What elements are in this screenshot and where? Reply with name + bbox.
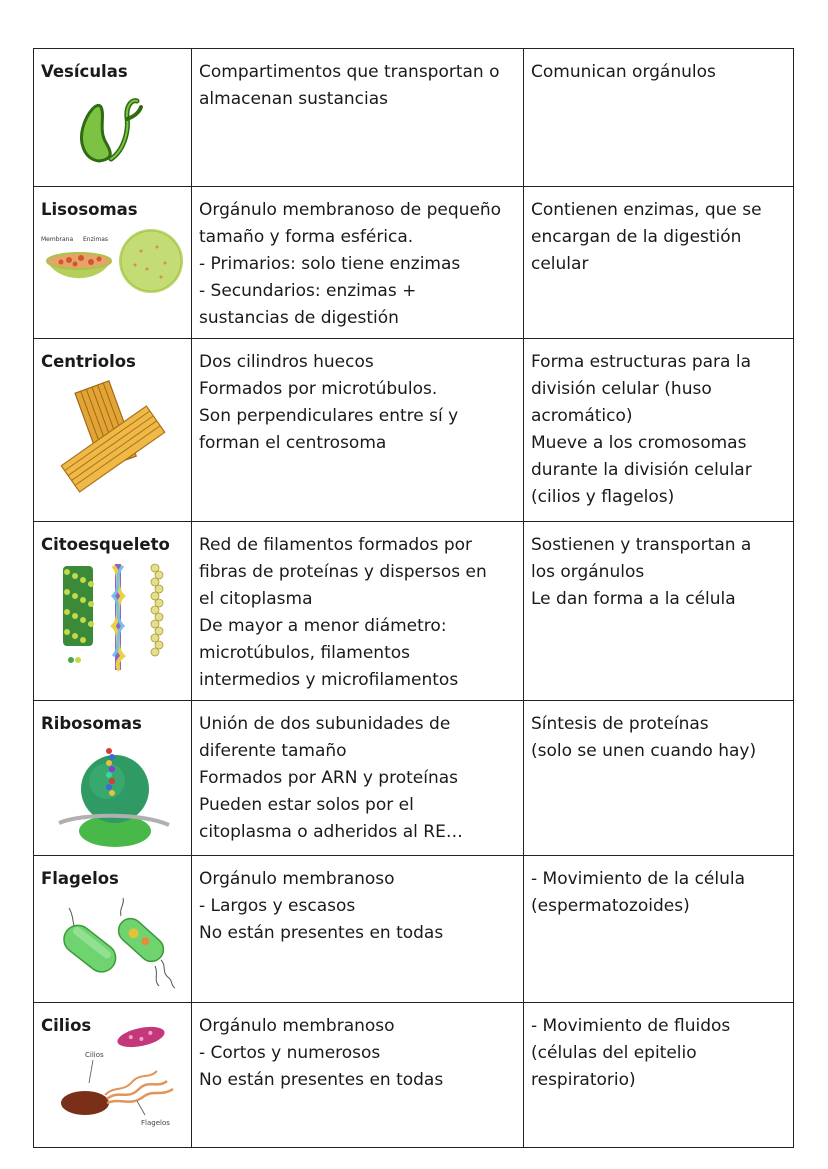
organelle-cell [34, 701, 192, 856]
organelle-cell [34, 1003, 192, 1148]
description-line: Son perpendiculares entre sí y [199, 406, 459, 426]
organelle-name: Flagelos [41, 869, 119, 888]
description-line: Unión de dos subunidades de [199, 714, 451, 734]
cytoskeleton-icon [51, 562, 181, 674]
membrane-label: Membrana [41, 236, 74, 243]
description-line: Pueden estar solos por el [199, 795, 414, 815]
description-line: De mayor a menor diámetro: [199, 616, 447, 636]
intermediate-filament [113, 564, 123, 670]
function-line: Forma estructuras para la [531, 352, 752, 372]
function-cell [524, 49, 794, 187]
function-line: Mueve a los cromosomas [531, 433, 747, 453]
description-line: Orgánulo membranoso de pequeño [199, 200, 502, 220]
flagella-label: Flagelos [141, 1119, 170, 1127]
function-line: (células del epitelio [531, 1043, 697, 1063]
description-line: forman el centrosoma [199, 433, 387, 453]
function-line: división celular (huso [531, 379, 712, 399]
organelles-table [33, 48, 794, 1148]
description-cell [192, 522, 524, 701]
function-cell [524, 522, 794, 701]
cilia-icon [45, 1023, 185, 1127]
function-line: (espermatozoides) [531, 896, 690, 916]
function-line: (solo se unen cuando hay) [531, 741, 757, 761]
description-line: Compartimentos que transportan o [199, 62, 500, 82]
function-line: - Movimiento de la célula [531, 869, 746, 889]
description-line: Red de filamentos formados por [199, 535, 473, 555]
function-cell [524, 187, 794, 339]
function-cell [524, 701, 794, 856]
organelle-name: Vesículas [41, 62, 128, 81]
table-row [34, 49, 794, 187]
description-line: diferente tamaño [199, 741, 347, 761]
description-line: No están presentes en todas [199, 1070, 444, 1090]
ribosome-icon [53, 741, 173, 849]
description-line: Formados por microtúbulos. [199, 379, 438, 399]
organelle-name: Cilios [41, 1016, 92, 1035]
table-row [34, 187, 794, 339]
table-row [34, 339, 794, 522]
function-line: Contienen enzimas, que se [531, 200, 762, 220]
function-cell [524, 339, 794, 522]
function-line: respiratorio) [531, 1070, 636, 1090]
description-line: - Secundarios: enzimas + [199, 281, 417, 301]
description-line: Formados por ARN y proteínas [199, 768, 459, 788]
description-line: - Primarios: solo tiene enzimas [199, 254, 461, 274]
function-line: Comunican orgánulos [531, 62, 716, 82]
description-cell [192, 49, 524, 187]
table-row [34, 522, 794, 701]
centriole-icon [53, 379, 173, 499]
microfilament [151, 564, 163, 656]
function-line: durante la división celular [531, 460, 752, 480]
table-row [34, 856, 794, 1003]
lysosome-icon [37, 227, 185, 299]
organelle-name: Citoesqueleto [41, 535, 170, 554]
function-cell [524, 1003, 794, 1148]
organelle-name: Ribosomas [41, 714, 142, 733]
table-row [34, 701, 794, 856]
function-cell [524, 856, 794, 1003]
description-line: Orgánulo membranoso [199, 869, 395, 889]
organelle-cell [34, 856, 192, 1003]
description-line: sustancias de digestión [199, 308, 399, 328]
vesicle-icon [71, 89, 161, 169]
description-line: almacenan sustancias [199, 89, 388, 109]
description-line: el citoplasma [199, 589, 313, 609]
cilia-label: Cilios [85, 1051, 104, 1059]
description-line: citoplasma o adheridos al RE… [199, 822, 463, 842]
organelle-name: Centriolos [41, 352, 136, 371]
description-cell [192, 701, 524, 856]
function-line: Sostienen y transportan a [531, 535, 752, 555]
function-line: (cilios y flagelos) [531, 487, 675, 507]
microtubule-column [63, 566, 94, 663]
description-line: intermedios y microfilamentos [199, 670, 459, 690]
description-line: tamaño y forma esférica. [199, 227, 414, 247]
function-line: Le dan forma a la célula [531, 589, 736, 609]
description-cell [192, 1003, 524, 1148]
description-line: fibras de proteínas y dispersos en [199, 562, 487, 582]
organelle-cell [34, 49, 192, 187]
function-line: acromático) [531, 406, 633, 426]
function-line: encargan de la digestión [531, 227, 742, 247]
organelle-cell [34, 339, 192, 522]
function-line: los orgánulos [531, 562, 645, 582]
function-line: Síntesis de proteínas [531, 714, 709, 734]
description-cell [192, 339, 524, 522]
organelle-cell [34, 522, 192, 701]
organelle-cell [34, 187, 192, 339]
description-line: microtúbulos, filamentos [199, 643, 411, 663]
description-cell [192, 856, 524, 1003]
flagellum-icon [45, 896, 177, 990]
description-line: - Cortos y numerosos [199, 1043, 381, 1063]
description-line: No están presentes en todas [199, 923, 444, 943]
description-cell [192, 187, 524, 339]
description-line: Orgánulo membranoso [199, 1016, 395, 1036]
enzymes-label: Enzimas [83, 236, 109, 243]
function-line: - Movimiento de fluidos [531, 1016, 731, 1036]
table-row [34, 1003, 794, 1148]
description-line: Dos cilindros huecos [199, 352, 374, 372]
description-line: - Largos y escasos [199, 896, 356, 916]
function-line: celular [531, 254, 589, 274]
organelle-name: Lisosomas [41, 200, 138, 219]
